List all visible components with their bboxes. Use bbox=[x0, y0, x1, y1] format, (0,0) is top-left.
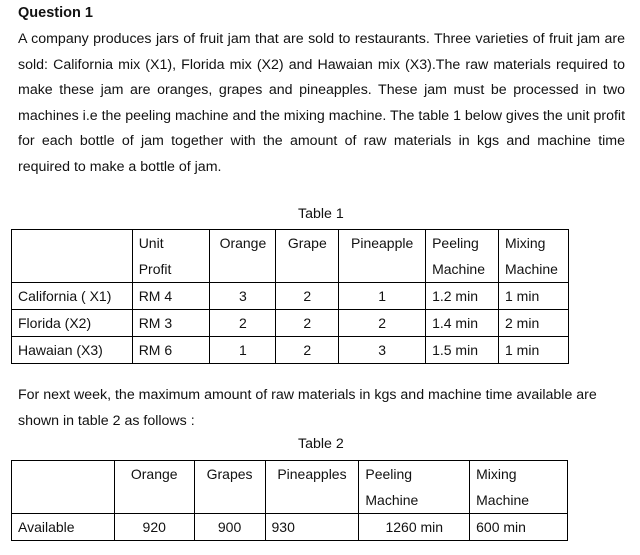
cell-mixing: 1 min bbox=[499, 337, 569, 364]
table-row bbox=[12, 283, 569, 310]
cell-grape: 2 bbox=[276, 283, 339, 310]
row-label: Florida (X2) bbox=[12, 310, 133, 337]
table1-caption: Table 1 bbox=[298, 206, 344, 222]
cell-profit: RM 6 bbox=[132, 337, 210, 364]
table1-header-orange: Orange bbox=[210, 230, 276, 283]
cell-mixing: 600 min bbox=[470, 514, 568, 541]
cell-pineapple: 1 bbox=[339, 283, 426, 310]
cell-orange: 2 bbox=[210, 310, 276, 337]
table1-header-row bbox=[12, 230, 569, 283]
table2-header-row bbox=[12, 461, 568, 514]
cell-pineapple: 2 bbox=[339, 310, 426, 337]
cell-orange: 920 bbox=[114, 514, 194, 541]
table2-caption: Table 2 bbox=[298, 436, 344, 452]
cell-peeling: 1.2 min bbox=[426, 283, 499, 310]
cell-orange: 3 bbox=[210, 283, 276, 310]
cell-mixing: 2 min bbox=[499, 310, 569, 337]
cell-peeling: 1.5 min bbox=[426, 337, 499, 364]
cell-grape: 2 bbox=[276, 337, 339, 364]
cell-grape: 2 bbox=[276, 310, 339, 337]
table1-header-grape: Grape bbox=[276, 230, 339, 283]
table2-header-pineapples: Pineapples bbox=[265, 461, 359, 514]
table1-header-peeling: Peeling Machine bbox=[426, 230, 499, 283]
table2-header-blank bbox=[12, 461, 115, 514]
table-row bbox=[12, 514, 568, 541]
table1-header-blank bbox=[12, 230, 133, 283]
table-row bbox=[12, 310, 569, 337]
cell-orange: 1 bbox=[210, 337, 276, 364]
cell-profit: RM 4 bbox=[132, 283, 210, 310]
cell-pineapple: 3 bbox=[339, 337, 426, 364]
table2-header-peeling: Peeling Machine bbox=[359, 461, 470, 514]
table2-header-grapes: Grapes bbox=[194, 461, 265, 514]
question-title: Question 1 bbox=[18, 5, 93, 21]
table1-header-mixing: Mixing Machine bbox=[499, 230, 569, 283]
row-label: California ( X1) bbox=[12, 283, 133, 310]
table1-header-pineapple: Pineapple bbox=[339, 230, 426, 283]
question-paragraph: A company produces jars of fruit jam that are sold to restaurants. Three varieties of fruit jam are sold: California mix (X1), Florida mix (X2) and Hawaian mix (X3).The raw materials required to make these jam are oranges, grapes and pineapples. These jam must be processed in two machines i.e the peeling machine and the mixing machine. The table 1 below gives the unit profit for each bottle of jam together with the amount of raw materials in kgs and machine time required to make a bottle of jam. bbox=[18, 31, 626, 175]
cell-mixing: 1 min bbox=[499, 283, 569, 310]
availability-paragraph: For next week, the maximum amount of raw materials in kgs and machine time available are shown in table 2 as follows : bbox=[18, 387, 597, 429]
cell-profit: RM 3 bbox=[132, 310, 210, 337]
cell-grapes: 900 bbox=[194, 514, 265, 541]
table2 bbox=[11, 460, 568, 541]
cell-pineapples: 930 bbox=[265, 514, 359, 541]
table1 bbox=[11, 229, 569, 364]
cell-peeling: 1.4 min bbox=[426, 310, 499, 337]
row-label: Available bbox=[12, 514, 115, 541]
table2-header-mixing: Mixing Machine bbox=[470, 461, 568, 514]
row-label: Hawaian (X3) bbox=[12, 337, 133, 364]
table1-header-unit-profit: Unit Profit bbox=[132, 230, 210, 283]
cell-peeling: 1260 min bbox=[359, 514, 470, 541]
table-row bbox=[12, 337, 569, 364]
table2-header-orange: Orange bbox=[114, 461, 194, 514]
